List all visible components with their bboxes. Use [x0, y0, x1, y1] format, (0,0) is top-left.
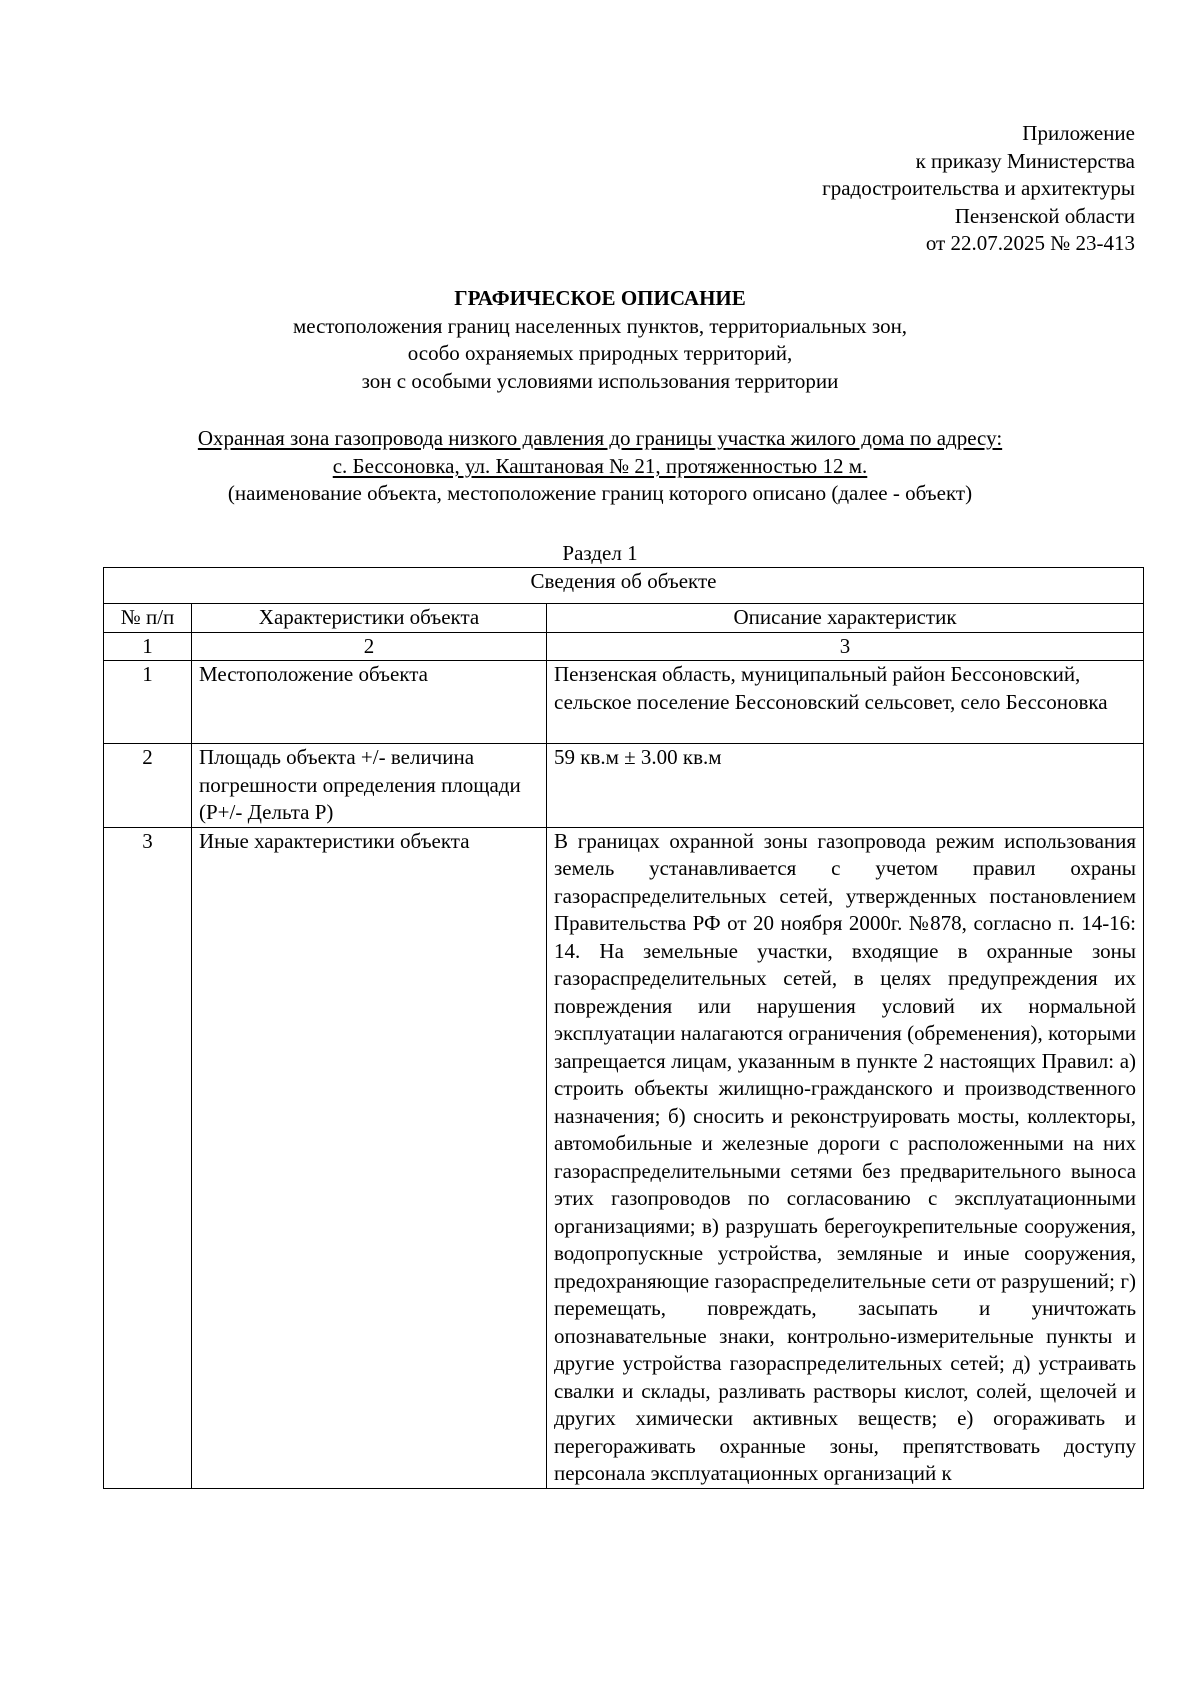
table-header-cell: Характеристики объекта [192, 604, 547, 633]
table-caption-row [104, 568, 1144, 604]
appendix-line: Пензенской области [954, 203, 1135, 228]
row-number: 2 [104, 744, 192, 828]
object-name-block [100, 425, 1100, 508]
table-header-row [104, 604, 1144, 633]
appendix-header [535, 120, 1135, 258]
table-caption: Сведения об объекте [104, 568, 1144, 604]
row-characteristic: Площадь объекта +/- величина погрешности определения площади (Р+/- Дельта Р) [192, 744, 547, 828]
object-name-caption: (наименование объекта, местоположение границ которого описано (далее - объект) [227, 481, 973, 505]
table-row [104, 661, 1144, 744]
section-label: Раздел 1 [562, 541, 638, 565]
appendix-line: градостроительства и архитектуры [822, 176, 1135, 200]
table-header-cell: Описание характеристик [547, 604, 1144, 633]
title-line: местоположения границ населенных пунктов, территориальных зон, [292, 313, 908, 338]
title-line: особо охраняемых природных территорий, [407, 341, 793, 365]
table-column-number: 3 [547, 632, 1144, 661]
row-characteristic: Местоположение объекта [192, 661, 547, 744]
table-row [104, 744, 1144, 828]
table-column-number: 2 [192, 632, 547, 661]
title-line: зон с особыми условиями использования территории [361, 368, 839, 393]
row-number: 1 [104, 661, 192, 744]
table-column-number: 1 [104, 632, 192, 661]
row-characteristic: Иные характеристики объекта [192, 827, 547, 1488]
object-name-line: Охранная зона газопровода низкого давления до границы участка жилого дома по адресу: [197, 426, 1003, 450]
object-name-line: с. Бессоновка, ул. Каштановая № 21, протяженностью 12 м. [332, 453, 868, 478]
table-column-number-row [104, 632, 1144, 661]
row-number: 3 [104, 827, 192, 1488]
row-description: Пензенская область, муниципальный район Бессоновский, сельское поселение Бессоновский сельсовет, село Бессоновка [547, 661, 1144, 744]
document-title: ГРАФИЧЕСКОЕ ОПИСАНИЕ [454, 286, 746, 310]
appendix-line: к приказу Министерства [915, 148, 1135, 173]
object-info-table [103, 567, 1144, 1489]
appendix-line: Приложение [1022, 121, 1135, 145]
row-description: В границах охранной зоны газопровода режим использования земель устанавливается с учетом правил охраны газораспределительных сетей, утвержденных постановлением Правительства РФ от 20 ноября 2000г. №878, согласно п. 14-16: 14. На земельные участки, входящие в охранные зоны газораспределительных сетей, в целях предупреждения их повреждения или нарушения условий их нормальной эксплуатации налагаются ограничения (обременения), которыми запрещается лицам, указанным в пункте 2 настоящих Правил: а) строить объекты жилищно-гражданского и производственного назначения; б) сносить и реконструировать мосты, коллекторы, автомобильные и железные дороги с расположенными на них газораспределительными сетями без предварительного выноса этих газопроводов по согласованию с эксплуатационными организациями; в) разрушать берегоукрепительные сооружения, водопропускные устройства, земляные и иные сооружения, предохраняющие газораспределительные сети от разрушений; г) перемещать, повреждать, засыпать и уничтожать опознавательные знаки, контрольно-измерительные пункты и другие устройства газораспределительных сетей; д) устраивать свалки и склады, разливать растворы кислот, солей, щелочей и других химически активных веществ; е) огораживать и перегораживать охранные зоны, препятствовать доступу персонала эксплуатационных организаций к [547, 827, 1144, 1488]
appendix-line: от 22.07.2025 № 23-413 [925, 231, 1135, 255]
table-row [104, 827, 1144, 1488]
table-header-cell: № п/п [104, 604, 192, 633]
row-description: 59 кв.м ± 3.00 кв.м [547, 744, 1144, 828]
document-title-block [100, 285, 1100, 395]
